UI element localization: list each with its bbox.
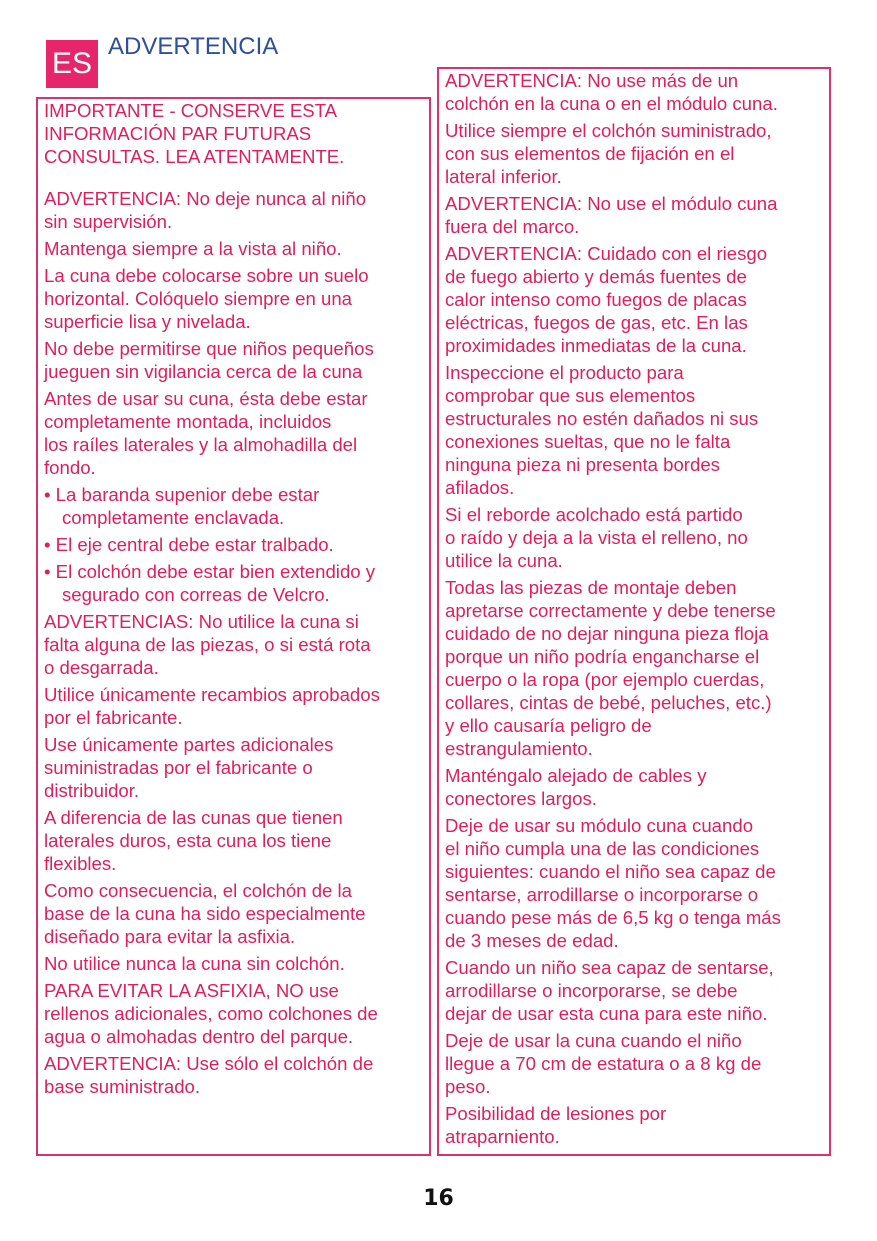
warning-paragraph: ADVERTENCIA: No use el módulo cuna fuera del marco. bbox=[445, 193, 778, 237]
right-warning-column bbox=[437, 67, 831, 1156]
warning-paragraph: La cuna debe colocarse sobre un suelo horizontal. Colóquelo siempre en una superficie lisa y nivelada. bbox=[44, 265, 369, 332]
warning-paragraph: Mantenga siempre a la vista al niño. bbox=[44, 238, 342, 259]
language-badge: ES bbox=[46, 40, 98, 88]
warning-paragraph: No utilice nunca la cuna sin colchón. bbox=[44, 953, 345, 974]
warning-paragraph: Si el reborde acolchado está partido o raído y deja a la vista el relleno, no utilice la cuna. bbox=[445, 504, 748, 571]
warning-paragraph: Antes de usar su cuna, ésta debe estar completamente montada, incluidos los raíles laterales y la almohadilla del fondo. bbox=[44, 388, 368, 478]
warning-paragraph: Deje de usar la cuna cuando el niño llegue a 70 cm de estatura o a 8 kg de peso. bbox=[445, 1030, 762, 1097]
warning-paragraph: Utilice siempre el colchón suministrado, con sus elementos de fijación en el lateral inferior. bbox=[445, 120, 772, 187]
warning-paragraph: ADVERTENCIA: No use más de un colchón en la cuna o en el módulo cuna. bbox=[445, 70, 778, 114]
warning-paragraph: Todas las piezas de montaje deben apretarse correctamente y debe tenerse cuidado de no dejar ninguna pieza floja porque un niño podría engancharse el cuerpo o la ropa (por ejemplo cuerdas, collares, cintas de bebé, peluches, etc.) y ello causaría peligro de estrangulamiento. bbox=[445, 577, 776, 759]
warning-paragraph: Cuando un niño sea capaz de sentarse, arrodillarse o incorporarse, se debe dejar de usar esta cuna para este niño. bbox=[445, 957, 774, 1024]
warning-paragraph: ADVERTENCIAS: No utilice la cuna si falta alguna de las piezas, o si está rota o desgarrada. bbox=[44, 611, 371, 678]
left-warning-column bbox=[36, 97, 431, 1156]
warning-paragraph: Posibilidad de lesiones por atraparniento. bbox=[445, 1103, 667, 1147]
warning-paragraph: ADVERTENCIA: Cuidado con el riesgo de fuego abierto y demás fuentes de calor intenso como fuegos de placas eléctricas, fuegos de gas, etc. En las proximidades inmediatas de la cuna. bbox=[445, 243, 768, 356]
warning-paragraph: No debe permitirse que niños pequeños jueguen sin vigilancia cerca de la cuna bbox=[44, 338, 374, 382]
warning-paragraph: Manténgalo alejado de cables y conectores largos. bbox=[445, 765, 707, 809]
page-number: 16 bbox=[423, 1186, 454, 1211]
warning-paragraph: A diferencia de las cunas que tienen laterales duros, esta cuna los tiene flexibles. bbox=[44, 807, 343, 874]
bullet-item: • El eje central debe estar tralbado. bbox=[44, 534, 334, 555]
warning-paragraph: ADVERTENCIA: Use sólo el colchón de base suministrado. bbox=[44, 1053, 374, 1097]
warning-paragraph: Como consecuencia, el colchón de la base de la cuna ha sido especialmente diseñado para evitar la asfixia. bbox=[44, 880, 366, 947]
important-notice: IMPORTANTE - CONSERVE ESTA INFORMACIÓN PAR FUTURAS CONSULTAS. LEA ATENTAMENTE. bbox=[44, 100, 345, 167]
warning-paragraph: Use únicamente partes adicionales suministradas por el fabricante o distribuidor. bbox=[44, 734, 334, 801]
page-title: ADVERTENCIA bbox=[108, 33, 279, 60]
warning-paragraph: ADVERTENCIA: No deje nunca al niño sin supervisión. bbox=[44, 188, 367, 232]
bullet-item: • El colchón debe estar bien extendido y segurado con correas de Velcro. bbox=[44, 561, 376, 605]
bullet-item: • La baranda supenior debe estar completamente enclavada. bbox=[44, 484, 320, 528]
warning-paragraph: Utilice únicamente recambios aprobados por el fabricante. bbox=[44, 684, 380, 728]
warning-paragraph: Inspeccione el producto para comprobar que sus elementos estructurales no estén dañados ni sus conexiones sueltas, que no le falta ninguna pieza ni presenta bordes afilados. bbox=[445, 362, 759, 498]
warning-paragraph: PARA EVITAR LA ASFIXIA, NO use rellenos adicionales, como colchones de agua o almohadas dentro del parque. bbox=[44, 980, 378, 1047]
warning-paragraph: Deje de usar su módulo cuna cuando el niño cumpla una de las condiciones siguientes: cuando el niño sea capaz de sentarse, arrodillarse o incorporarse o cuando pese más de 6,5 kg o tenga más de 3 meses de edad. bbox=[445, 815, 781, 951]
